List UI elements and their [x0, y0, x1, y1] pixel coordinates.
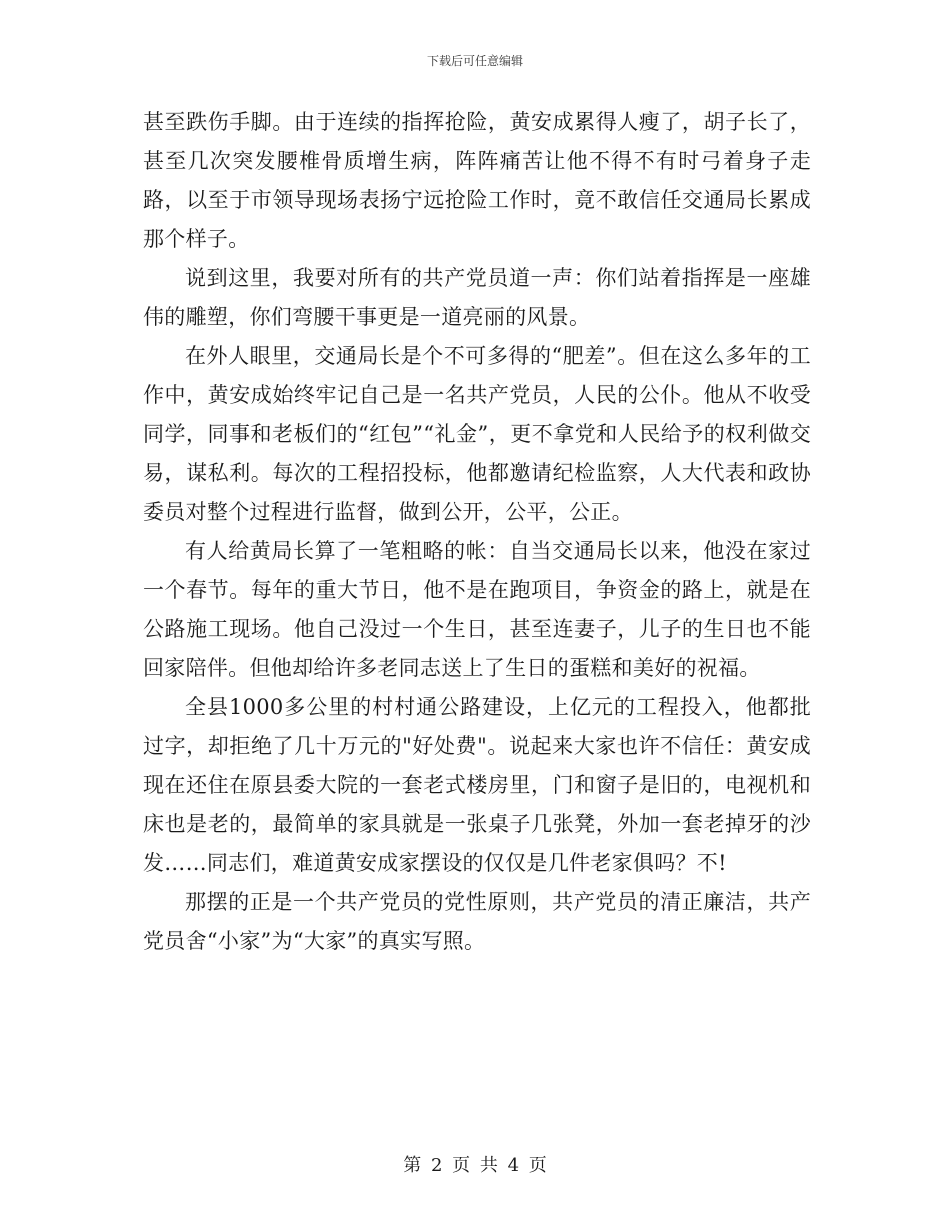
paragraph: 在外人眼里，交通局长是个不可多得的“肥差”。但在这么多年的工作中，黄安成始终牢记自己是一名共产党员，人民的公仆。他从不收受同学，同事和老板们的“红包”“礼金”，更不拿党和人民给予的权利做交易，谋私利。每次的工程招投标，他都邀请纪检监察，人大代表和政协委员对整个过程进行监督，做到公开，公平，公正。 — [143, 344, 811, 524]
paragraph: 那摆的正是一个共产党员的党性原则，共产党员的清正廉洁，共产党员舍“小家”为“大家”的真实写照。 — [143, 890, 811, 953]
page-header: 下载后可任意编辑 — [426, 54, 523, 68]
document-body — [143, 103, 811, 961]
paragraph: 全县1000多公里的村村通公路建设，上亿元的工程投入，他都批过字，却拒绝了几十万元的"好处费"。说起来大家也许不信任：黄安成现在还住在原县委大院的一套老式楼房里，门和窗子是旧的，电视机和床也是老的，最简单的家具就是一张桌子几张凳，外加一套老掉牙的沙发……同志们，难道黄安成家摆设的仅仅是几件老家俱吗？不! — [143, 695, 811, 875]
paragraph: 说到这里，我要对所有的共产党员道一声：你们站着指挥是一座雄伟的雕塑，你们弯腰干事更是一道亮丽的风景。 — [143, 266, 811, 329]
paragraph-continued: 甚至跌伤手脚。由于连续的指挥抢险，黄安成累得人瘦了，胡子长了，甚至几次突发腰椎骨质增生病，阵阵痛苦让他不得不有时弓着身子走路，以至于市领导现场表扬宁远抢险工作时，竟不敢信任交通局长累成那个样子。 — [143, 110, 811, 251]
paragraph: 有人给黄局长算了一笔粗略的帐：自当交通局长以来，他没在家过一个春节。每年的重大节日，他不是在跑项目，争资金的路上，就是在公路施工现场。他自己没过一个生日，甚至连妻子，儿子的生日也不能回家陪伴。但他却给许多老同志送上了生日的蛋糕和美好的祝福。 — [143, 539, 811, 680]
page-number: 第 2 页 共 4 页 — [403, 1155, 547, 1176]
